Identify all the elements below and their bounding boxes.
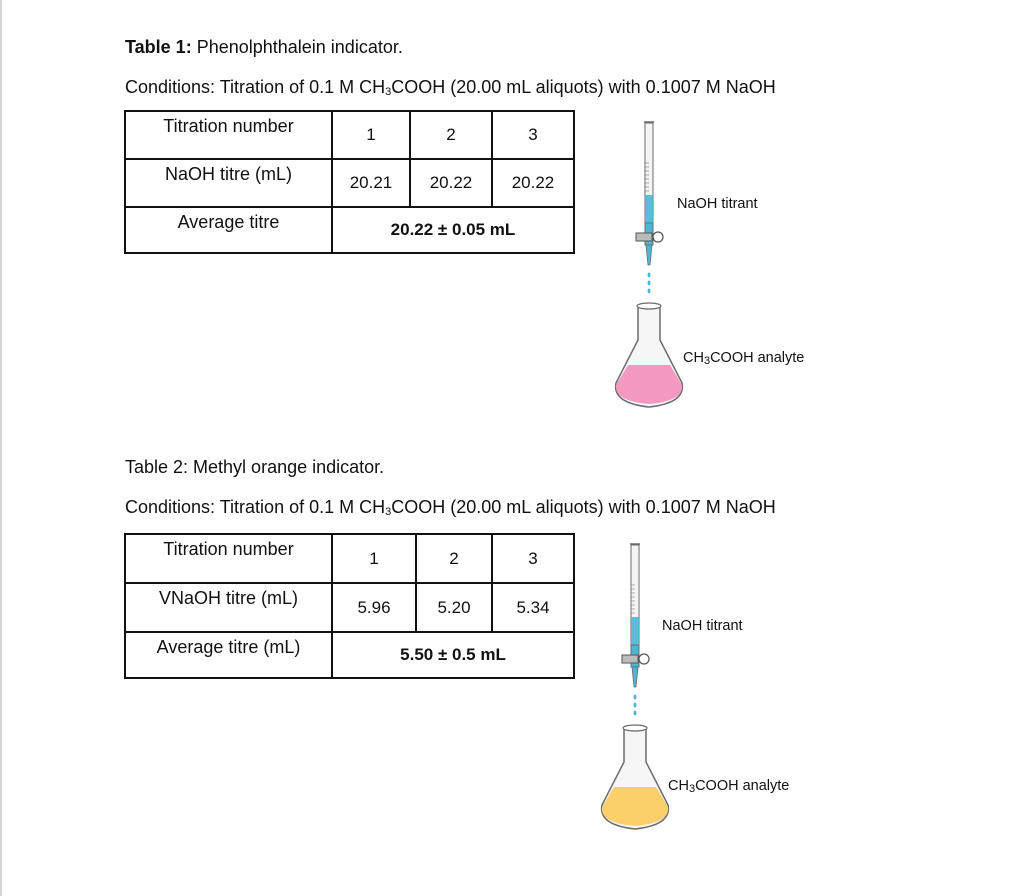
burette-icon [622,544,649,716]
row-label: VNaOH titre (mL) [125,583,332,632]
flask-icon [616,303,683,407]
average-value: 5.50 ± 0.5 mL [332,632,574,678]
table-cell: 5.20 [416,583,492,632]
table1-caption: Table 1: Phenolphthalein indicator. [125,37,403,57]
table2-conditions: Conditions: Titration of 0.1 M $CH_3COOH$ (20.00 mL aliquots) with 0.1007 M NaOH [125,497,776,518]
table-cell: 1 [332,111,410,159]
table1 [124,110,575,254]
row-label: Average titre (mL) [125,632,332,678]
burette-icon [636,122,663,294]
row-label: Titration number [125,111,332,159]
average-value: 20.22 ± 0.05 mL [332,207,574,253]
titrant-label-2: NaOH titrant [662,618,743,634]
analyte-label-2: $CH_3COOH$ analyte [668,778,790,795]
table-cell: 20.22 [492,159,574,207]
flask-icon [602,725,669,829]
table-row [125,111,574,159]
analyte-label-1: $CH_3COOH$ analyte [683,350,805,367]
table-cell: 3 [492,534,574,583]
row-label: Average titre [125,207,332,253]
row-label: NaOH titre (mL) [125,159,332,207]
table2-caption: Table 2: Methyl orange indicator. [125,457,385,477]
table-cell: 5.34 [492,583,574,632]
table-row [125,534,574,583]
table-cell: 20.21 [332,159,410,207]
table1-conditions: Conditions: Titration of 0.1 M $CH_3COOH$ (20.00 mL aliquots) with 0.1007 M NaOH [125,77,776,98]
titration-apparatus-1 [600,115,710,415]
table-row [125,159,574,207]
row-label: Titration number [125,534,332,583]
table-row [125,632,574,678]
table2 [124,533,575,679]
table-cell: 2 [416,534,492,583]
table-cell: 1 [332,534,416,583]
table-row [125,207,574,253]
table-cell: 2 [410,111,492,159]
table-cell: 3 [492,111,574,159]
table-cell: 5.96 [332,583,416,632]
page-edge [0,0,2,896]
table-cell: 20.22 [410,159,492,207]
titrant-label-1: NaOH titrant [677,196,758,212]
table-row [125,583,574,632]
